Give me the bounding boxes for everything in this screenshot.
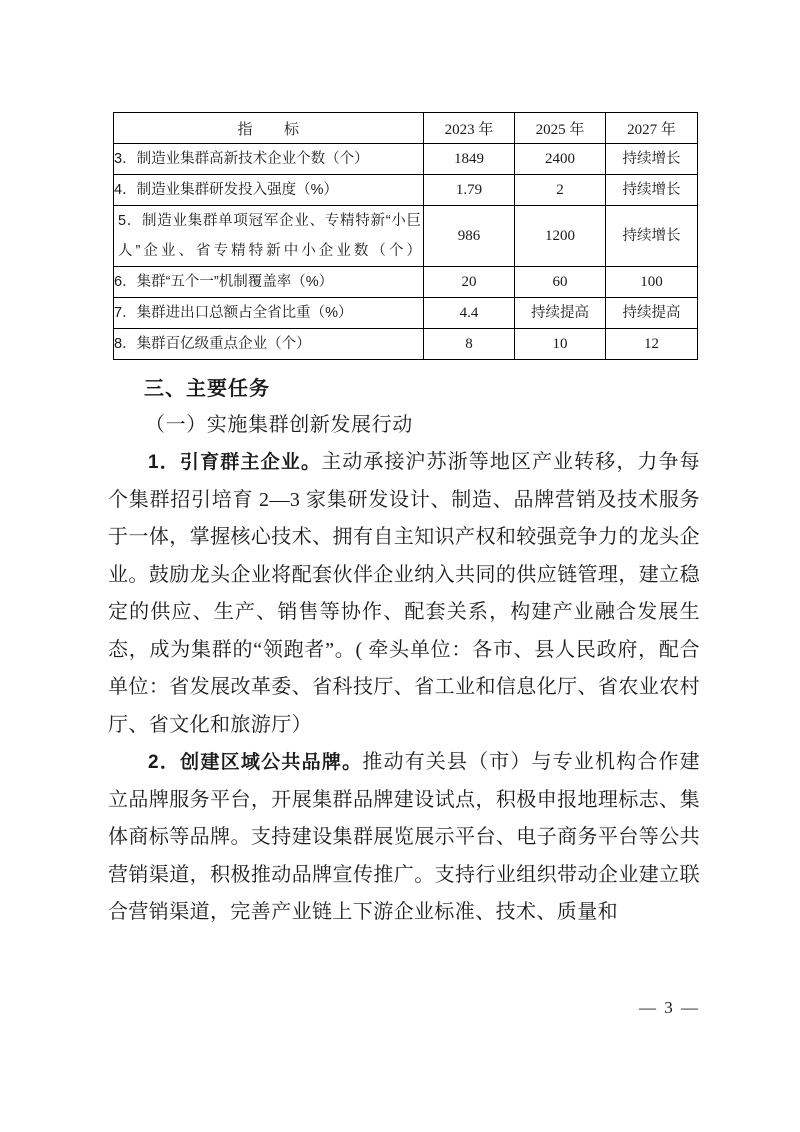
- paragraph: [108, 744, 700, 932]
- column-header-2025: 2025 年: [515, 113, 606, 144]
- row-label: 6．集群“五个一”机制覆盖率（%）: [114, 267, 424, 298]
- document-body: [108, 372, 700, 932]
- row-value-2025: 持续提高: [515, 298, 606, 329]
- row-value-2025: 60: [515, 267, 606, 298]
- row-label: 3．制造业集群高新技术企业个数（个）: [114, 144, 424, 175]
- table-row: [114, 329, 698, 360]
- row-value-2025: 2: [515, 175, 606, 206]
- table-row: [114, 298, 698, 329]
- row-label: 4．制造业集群研发投入强度（%）: [114, 175, 424, 206]
- row-value-2027: 持续增长: [606, 206, 698, 267]
- row-value-2023: 20: [424, 267, 515, 298]
- row-value-2027: 持续增长: [606, 144, 698, 175]
- row-label: 8．集群百亿级重点企业（个）: [114, 329, 424, 360]
- paragraph: [108, 444, 700, 744]
- row-value-2023: 1.79: [424, 175, 515, 206]
- row-value-2027: 12: [606, 329, 698, 360]
- table-row: [114, 267, 698, 298]
- row-value-2023: 1849: [424, 144, 515, 175]
- table-row: [114, 175, 698, 206]
- row-label: 7．集群进出口总额占全省比重（%）: [114, 298, 424, 329]
- paragraph-text: 主动承接沪苏浙等地区产业转移，力争每个集群招引培育 2—3 家集研发设计、制造、品牌营销及技术服务于一体，掌握核心技术、拥有自主知识产权和较强竞争力的龙头企业。鼓励龙头企业将配套伙伴企业纳入共同的供应链管理，建立稳定的供应、生产、销售等协作、配套关系，构建产业融合发展生态，成为集群的“领跑者”。( 牵头单位：各市、县人民政府，配合单位：省发展改革委、省科技厅、省工业和信息化厅、省农业农村厅、省文化和旅游厅）: [108, 451, 700, 736]
- row-value-2023: 986: [424, 206, 515, 267]
- column-header-2023: 2023 年: [424, 113, 515, 144]
- column-header-2027: 2027 年: [606, 113, 698, 144]
- sub-heading: （一）实施集群创新发展行动: [145, 414, 413, 436]
- metrics-table: [113, 112, 698, 360]
- row-value-2027: 持续增长: [606, 175, 698, 206]
- paragraph-lead: 2．创建区域公共品牌。: [148, 752, 363, 773]
- table-row: [114, 144, 698, 175]
- column-header-indicator: 指 标: [114, 113, 424, 144]
- row-value-2025: 10: [515, 329, 606, 360]
- section-heading: 三、主要任务: [144, 378, 270, 400]
- row-label: [114, 206, 424, 267]
- row-value-2025: 1200: [515, 206, 606, 267]
- page-number-footer: — 3 —: [639, 998, 700, 1017]
- row-label-line1: 5．制造业集群单项冠军企业、专精特新“小: [118, 213, 407, 229]
- metrics-table-container: [113, 112, 697, 360]
- row-value-2023: 4.4: [424, 298, 515, 329]
- row-value-2025: 2400: [515, 144, 606, 175]
- table-header-row: [114, 113, 698, 144]
- row-label-line2: 巨人”企业、省专精特新中小企业数（个）: [118, 213, 421, 259]
- paragraph-text: 推动有关县（市）与专业机构合作建立品牌服务平台，开展集群品牌建设试点，积极申报地理标志、集体商标等品牌。支持建设集群展览展示平台、电子商务平台等公共营销渠道，积极推动品牌宣传推广。支持行业组织带动企业建立联合营销渠道，完善产业链上下游企业标准、技术、质量和: [108, 751, 700, 923]
- row-value-2027: 100: [606, 267, 698, 298]
- row-value-2027: 持续提高: [606, 298, 698, 329]
- table-row: [114, 206, 698, 267]
- paragraph-lead: 1．引育群主企业。: [148, 452, 322, 473]
- row-value-2023: 8: [424, 329, 515, 360]
